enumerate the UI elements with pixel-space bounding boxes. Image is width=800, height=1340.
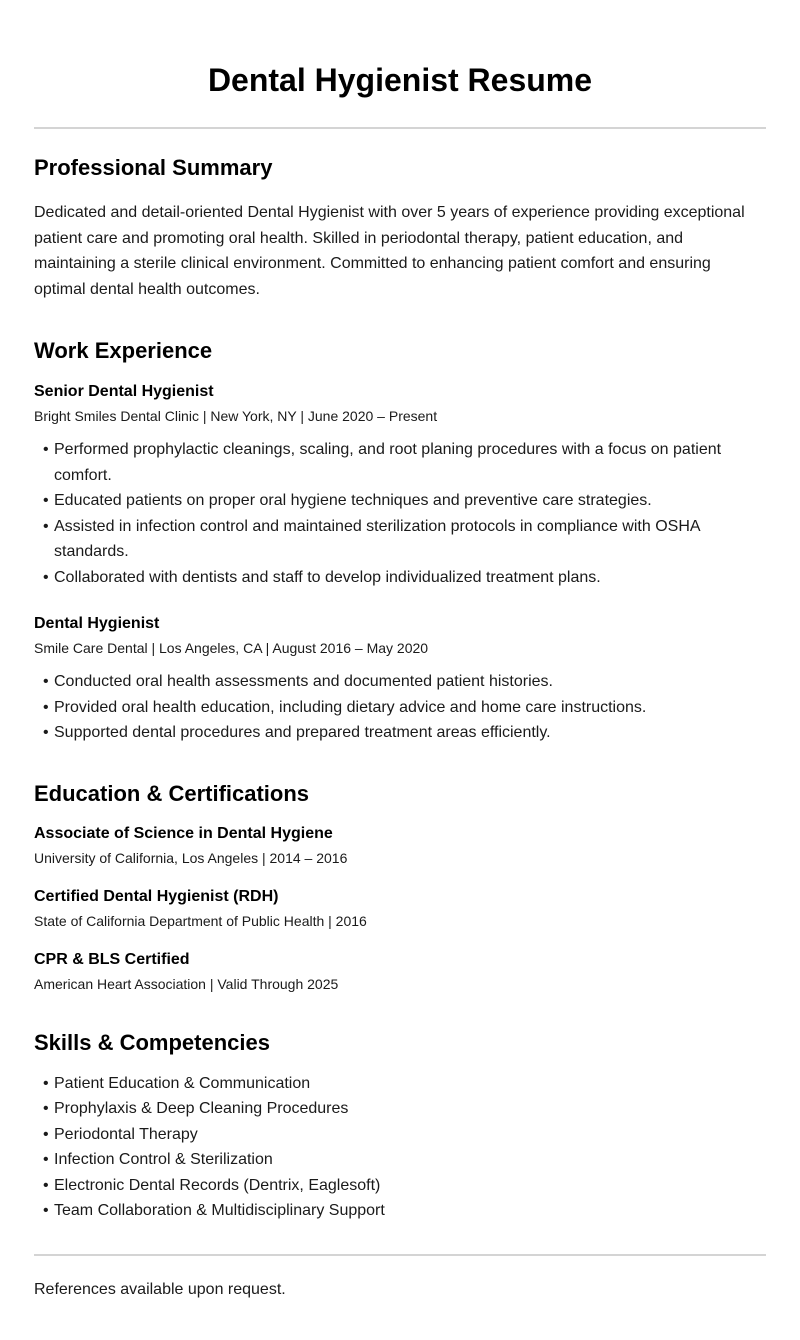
list-item: • Educated patients on proper oral hygiene techniques and preventive care strategies. [54, 488, 766, 514]
education-meta: American Heart Association | Valid Through 2025 [34, 975, 339, 992]
header-divider [34, 127, 766, 129]
work-experience-heading: Work Experience [34, 338, 213, 363]
list-item: • Patient Education & Communication [54, 1071, 766, 1097]
document-title: Dental Hygienist Resume [207, 62, 593, 98]
education-heading: Education & Certifications [34, 780, 310, 806]
education-entry [34, 887, 766, 930]
skills-list [34, 1071, 766, 1224]
job-title: Senior Dental Hygienist [34, 383, 214, 400]
work-experience-section [34, 337, 766, 746]
education-entry [34, 824, 766, 867]
footer-divider [34, 1254, 766, 1256]
list-item: • Infection Control & Sterilization [54, 1147, 766, 1173]
education-section [34, 780, 766, 993]
list-item: • Supported dental procedures and prepared treatment areas efficiently. [54, 720, 766, 746]
list-item: • Collaborated with dentists and staff to develop individualized treatment plans. [54, 565, 766, 591]
education-meta: State of California Department of Public Health | 2016 [34, 912, 367, 929]
job-meta: Bright Smiles Dental Clinic | New York, NY | June 2020 – Present [34, 408, 438, 424]
list-item: • Conducted oral health assessments and documented patient histories. [54, 669, 766, 695]
job-entry [34, 614, 766, 746]
references-note: References available upon request. [34, 1280, 286, 1298]
list-item: • Assisted in infection control and maintained sterilization protocols in compliance with OSHA standards. [54, 514, 766, 565]
education-title: Associate of Science in Dental Hygiene [34, 824, 333, 842]
job-entry [34, 382, 766, 590]
list-item: • Performed prophylactic cleanings, scaling, and root planing procedures with a focus on patient comfort. [54, 437, 766, 488]
summary-heading: Professional Summary [34, 155, 273, 180]
list-item: • Electronic Dental Records (Dentrix, Eaglesoft) [54, 1173, 766, 1199]
skills-heading: Skills & Competencies [34, 1029, 270, 1055]
job-responsibilities-list [34, 437, 766, 590]
education-title: CPR & BLS Certified [34, 950, 190, 968]
job-title: Dental Hygienist [34, 615, 160, 632]
list-item: • Prophylaxis & Deep Cleaning Procedures [54, 1096, 766, 1122]
education-title: Certified Dental Hygienist (RDH) [34, 887, 279, 905]
summary-text: Dedicated and detail-oriented Dental Hygienist with over 5 years of experience providing exceptional patient care and promoting oral health. Skilled in periodontal therapy, patient education, and maintaining a sterile clinical environment. Committed to enhancing patient comfort and ensuring optimal dental health outcomes. [34, 204, 745, 298]
education-entry [34, 950, 766, 993]
skills-section [34, 1029, 766, 1224]
job-meta: Smile Care Dental | Los Angeles, CA | August 2016 – May 2020 [34, 640, 429, 656]
job-responsibilities-list [34, 669, 766, 746]
professional-summary-section [34, 154, 766, 302]
list-item: • Team Collaboration & Multidisciplinary Support [54, 1198, 766, 1224]
list-item: • Provided oral health education, including dietary advice and home care instructions. [54, 695, 766, 721]
list-item: • Periodontal Therapy [54, 1122, 766, 1148]
education-meta: University of California, Los Angeles | 2014 – 2016 [34, 849, 348, 866]
